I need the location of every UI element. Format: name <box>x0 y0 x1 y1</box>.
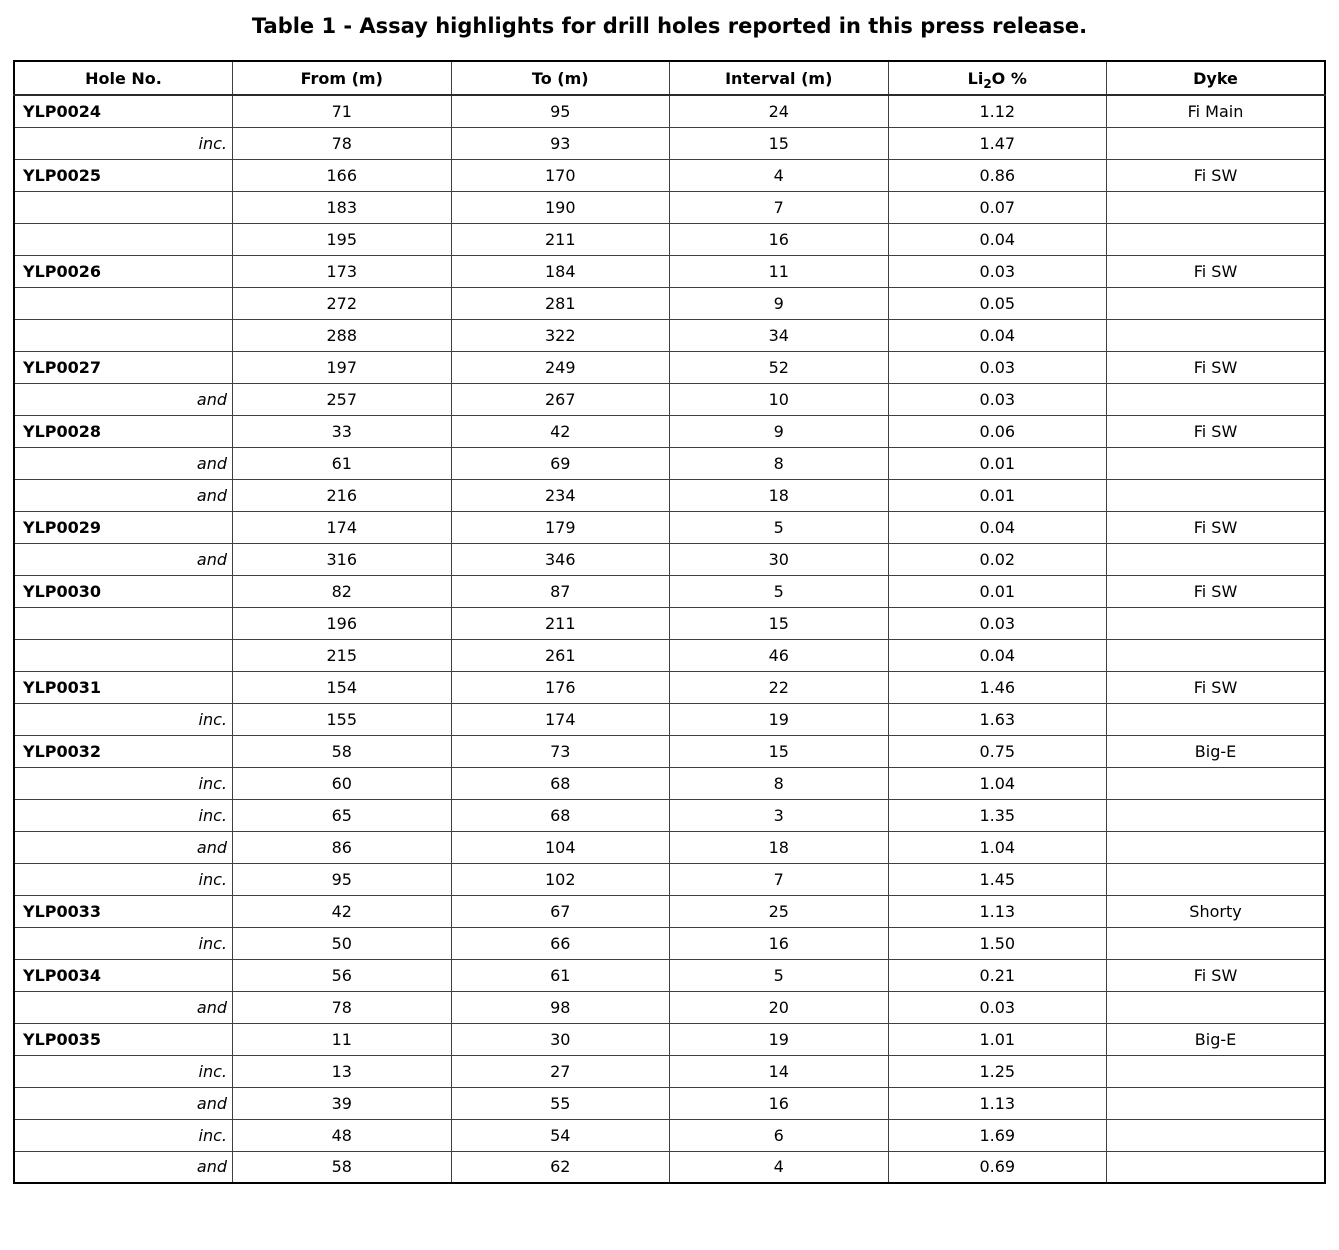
li2o-cell: 1.13 <box>888 1087 1107 1119</box>
to-cell: 67 <box>451 895 670 927</box>
interval-cell: 15 <box>670 735 889 767</box>
table-row <box>14 959 1325 991</box>
li2o-rest: O % <box>991 68 1027 88</box>
to-cell: 55 <box>451 1087 670 1119</box>
interval-cell: 16 <box>670 223 889 255</box>
interval-cell: 3 <box>670 799 889 831</box>
dyke-cell <box>1107 1055 1326 1087</box>
hole-cell: inc. <box>14 863 233 895</box>
dyke-cell <box>1107 607 1326 639</box>
from-cell: 95 <box>233 863 452 895</box>
hole-cell: and <box>14 543 233 575</box>
hole-cell: inc. <box>14 703 233 735</box>
li2o-cell: 1.35 <box>888 799 1107 831</box>
from-cell: 216 <box>233 479 452 511</box>
dyke-cell <box>1107 319 1326 351</box>
interval-cell: 9 <box>670 287 889 319</box>
interval-cell: 22 <box>670 671 889 703</box>
to-cell: 190 <box>451 191 670 223</box>
interval-cell: 10 <box>670 383 889 415</box>
dyke-cell: Fi SW <box>1107 511 1326 543</box>
interval-cell: 7 <box>670 863 889 895</box>
to-cell: 211 <box>451 223 670 255</box>
li2o-cell: 0.69 <box>888 1151 1107 1183</box>
hole-cell: and <box>14 831 233 863</box>
li2o-cell: 0.07 <box>888 191 1107 223</box>
from-cell: 173 <box>233 255 452 287</box>
li2o-cell: 0.03 <box>888 607 1107 639</box>
hole-cell: inc. <box>14 1055 233 1087</box>
dyke-cell <box>1107 447 1326 479</box>
li2o-subscript: 2 <box>983 76 992 91</box>
header-row <box>14 61 1325 95</box>
hole-cell: YLP0028 <box>14 415 233 447</box>
from-cell: 195 <box>233 223 452 255</box>
hole-cell <box>14 287 233 319</box>
to-cell: 87 <box>451 575 670 607</box>
from-cell: 257 <box>233 383 452 415</box>
dyke-cell: Fi SW <box>1107 415 1326 447</box>
hole-cell: and <box>14 479 233 511</box>
li2o-cell: 1.63 <box>888 703 1107 735</box>
dyke-cell <box>1107 767 1326 799</box>
dyke-cell <box>1107 863 1326 895</box>
from-cell: 61 <box>233 447 452 479</box>
hole-cell: inc. <box>14 767 233 799</box>
dyke-cell <box>1107 927 1326 959</box>
hole-cell <box>14 191 233 223</box>
interval-cell: 20 <box>670 991 889 1023</box>
table-row <box>14 575 1325 607</box>
interval-cell: 11 <box>670 255 889 287</box>
to-cell: 66 <box>451 927 670 959</box>
to-cell: 211 <box>451 607 670 639</box>
interval-cell: 9 <box>670 415 889 447</box>
li2o-cell: 0.01 <box>888 447 1107 479</box>
column-header-to: To (m) <box>451 61 670 95</box>
li2o-cell: 1.69 <box>888 1119 1107 1151</box>
from-cell: 56 <box>233 959 452 991</box>
to-cell: 346 <box>451 543 670 575</box>
li2o-cell: 1.13 <box>888 895 1107 927</box>
dyke-cell: Shorty <box>1107 895 1326 927</box>
to-cell: 267 <box>451 383 670 415</box>
interval-cell: 6 <box>670 1119 889 1151</box>
from-cell: 183 <box>233 191 452 223</box>
dyke-cell <box>1107 383 1326 415</box>
from-cell: 174 <box>233 511 452 543</box>
li2o-cell: 0.21 <box>888 959 1107 991</box>
table-row <box>14 991 1325 1023</box>
hole-cell: inc. <box>14 927 233 959</box>
table-row <box>14 639 1325 671</box>
interval-cell: 18 <box>670 831 889 863</box>
dyke-cell <box>1107 703 1326 735</box>
hole-cell: and <box>14 1151 233 1183</box>
li2o-cell: 0.04 <box>888 639 1107 671</box>
dyke-cell: Fi SW <box>1107 255 1326 287</box>
li2o-cell: 1.46 <box>888 671 1107 703</box>
li2o-base: Li <box>967 68 984 88</box>
table-row <box>14 415 1325 447</box>
table-row <box>14 895 1325 927</box>
li2o-cell: 1.04 <box>888 767 1107 799</box>
dyke-cell <box>1107 1151 1326 1183</box>
to-cell: 68 <box>451 799 670 831</box>
from-cell: 316 <box>233 543 452 575</box>
li2o-cell: 1.25 <box>888 1055 1107 1087</box>
dyke-cell: Fi SW <box>1107 351 1326 383</box>
hole-cell: YLP0024 <box>14 95 233 127</box>
page-title: Table 1 - Assay highlights for drill holes reported in this press release. <box>251 14 1088 38</box>
interval-cell: 5 <box>670 511 889 543</box>
table-row <box>14 543 1325 575</box>
from-cell: 82 <box>233 575 452 607</box>
interval-cell: 18 <box>670 479 889 511</box>
interval-cell: 8 <box>670 447 889 479</box>
dyke-cell: Fi SW <box>1107 959 1326 991</box>
hole-cell <box>14 319 233 351</box>
to-cell: 102 <box>451 863 670 895</box>
from-cell: 42 <box>233 895 452 927</box>
interval-cell: 14 <box>670 1055 889 1087</box>
dyke-cell <box>1107 287 1326 319</box>
to-cell: 179 <box>451 511 670 543</box>
interval-cell: 16 <box>670 927 889 959</box>
li2o-cell: 0.03 <box>888 383 1107 415</box>
dyke-cell <box>1107 223 1326 255</box>
li2o-cell: 1.12 <box>888 95 1107 127</box>
dyke-cell <box>1107 1119 1326 1151</box>
li2o-cell: 0.01 <box>888 479 1107 511</box>
table-row <box>14 447 1325 479</box>
from-cell: 60 <box>233 767 452 799</box>
hole-cell: YLP0034 <box>14 959 233 991</box>
assay-table-body <box>14 95 1325 1183</box>
table-row <box>14 607 1325 639</box>
table-row <box>14 1151 1325 1183</box>
dyke-cell <box>1107 127 1326 159</box>
dyke-cell <box>1107 639 1326 671</box>
hole-cell: and <box>14 991 233 1023</box>
interval-cell: 7 <box>670 191 889 223</box>
dyke-cell <box>1107 799 1326 831</box>
hole-cell <box>14 639 233 671</box>
to-cell: 322 <box>451 319 670 351</box>
from-cell: 288 <box>233 319 452 351</box>
dyke-cell <box>1107 479 1326 511</box>
interval-cell: 15 <box>670 607 889 639</box>
li2o-cell: 0.02 <box>888 543 1107 575</box>
li2o-cell: 0.86 <box>888 159 1107 191</box>
hole-cell <box>14 223 233 255</box>
li2o-cell: 0.05 <box>888 287 1107 319</box>
hole-cell: and <box>14 447 233 479</box>
to-cell: 234 <box>451 479 670 511</box>
dyke-cell <box>1107 191 1326 223</box>
from-cell: 13 <box>233 1055 452 1087</box>
interval-cell: 16 <box>670 1087 889 1119</box>
column-header-from: From (m) <box>233 61 452 95</box>
hole-cell: YLP0031 <box>14 671 233 703</box>
to-cell: 170 <box>451 159 670 191</box>
dyke-cell <box>1107 991 1326 1023</box>
hole-cell: and <box>14 1087 233 1119</box>
from-cell: 39 <box>233 1087 452 1119</box>
table-row <box>14 1055 1325 1087</box>
column-header-li2o <box>888 61 1107 95</box>
from-cell: 196 <box>233 607 452 639</box>
table-row <box>14 255 1325 287</box>
to-cell: 261 <box>451 639 670 671</box>
dyke-cell: Fi SW <box>1107 671 1326 703</box>
hole-cell: YLP0029 <box>14 511 233 543</box>
table-row <box>14 511 1325 543</box>
to-cell: 68 <box>451 767 670 799</box>
hole-cell: YLP0027 <box>14 351 233 383</box>
from-cell: 272 <box>233 287 452 319</box>
table-row <box>14 287 1325 319</box>
table-row <box>14 1023 1325 1055</box>
interval-cell: 24 <box>670 95 889 127</box>
from-cell: 197 <box>233 351 452 383</box>
hole-cell: YLP0030 <box>14 575 233 607</box>
to-cell: 93 <box>451 127 670 159</box>
from-cell: 215 <box>233 639 452 671</box>
table-row <box>14 159 1325 191</box>
li2o-cell: 1.01 <box>888 1023 1107 1055</box>
table-row <box>14 735 1325 767</box>
dyke-cell: Fi SW <box>1107 159 1326 191</box>
to-cell: 30 <box>451 1023 670 1055</box>
table-row <box>14 799 1325 831</box>
interval-cell: 19 <box>670 703 889 735</box>
table-row <box>14 95 1325 127</box>
to-cell: 104 <box>451 831 670 863</box>
dyke-cell <box>1107 1087 1326 1119</box>
interval-cell: 30 <box>670 543 889 575</box>
dyke-cell: Fi Main <box>1107 95 1326 127</box>
dyke-cell: Big-E <box>1107 735 1326 767</box>
from-cell: 48 <box>233 1119 452 1151</box>
interval-cell: 4 <box>670 159 889 191</box>
from-cell: 71 <box>233 95 452 127</box>
li2o-cell: 0.03 <box>888 351 1107 383</box>
from-cell: 11 <box>233 1023 452 1055</box>
hole-cell <box>14 607 233 639</box>
li2o-cell: 0.04 <box>888 319 1107 351</box>
to-cell: 184 <box>451 255 670 287</box>
table-row <box>14 927 1325 959</box>
interval-cell: 34 <box>670 319 889 351</box>
table-row <box>14 383 1325 415</box>
hole-cell: YLP0033 <box>14 895 233 927</box>
from-cell: 86 <box>233 831 452 863</box>
to-cell: 62 <box>451 1151 670 1183</box>
assay-table-header <box>14 61 1325 95</box>
table-row <box>14 223 1325 255</box>
table-row <box>14 1119 1325 1151</box>
to-cell: 95 <box>451 95 670 127</box>
li2o-cell: 1.45 <box>888 863 1107 895</box>
dyke-cell: Big-E <box>1107 1023 1326 1055</box>
table-row <box>14 1087 1325 1119</box>
from-cell: 58 <box>233 735 452 767</box>
interval-cell: 52 <box>670 351 889 383</box>
table-row <box>14 703 1325 735</box>
li2o-cell: 0.04 <box>888 223 1107 255</box>
hole-cell: inc. <box>14 1119 233 1151</box>
interval-cell: 5 <box>670 959 889 991</box>
hole-cell: inc. <box>14 799 233 831</box>
li2o-cell: 1.04 <box>888 831 1107 863</box>
to-cell: 69 <box>451 447 670 479</box>
li2o-cell: 0.03 <box>888 255 1107 287</box>
interval-cell: 25 <box>670 895 889 927</box>
table-row <box>14 831 1325 863</box>
li2o-cell: 1.47 <box>888 127 1107 159</box>
li2o-cell: 0.06 <box>888 415 1107 447</box>
table-row <box>14 863 1325 895</box>
li2o-cell: 1.50 <box>888 927 1107 959</box>
interval-cell: 4 <box>670 1151 889 1183</box>
from-cell: 58 <box>233 1151 452 1183</box>
column-header-hole-no: Hole No. <box>14 61 233 95</box>
hole-cell: YLP0025 <box>14 159 233 191</box>
dyke-cell <box>1107 543 1326 575</box>
to-cell: 54 <box>451 1119 670 1151</box>
to-cell: 98 <box>451 991 670 1023</box>
to-cell: 73 <box>451 735 670 767</box>
hole-cell: YLP0026 <box>14 255 233 287</box>
to-cell: 249 <box>451 351 670 383</box>
to-cell: 281 <box>451 287 670 319</box>
from-cell: 78 <box>233 991 452 1023</box>
hole-cell: YLP0032 <box>14 735 233 767</box>
table-row <box>14 191 1325 223</box>
interval-cell: 19 <box>670 1023 889 1055</box>
table-row <box>14 479 1325 511</box>
li2o-cell: 0.01 <box>888 575 1107 607</box>
to-cell: 174 <box>451 703 670 735</box>
li2o-cell: 0.75 <box>888 735 1107 767</box>
dyke-cell <box>1107 831 1326 863</box>
table-row <box>14 127 1325 159</box>
from-cell: 166 <box>233 159 452 191</box>
table-row <box>14 351 1325 383</box>
interval-cell: 46 <box>670 639 889 671</box>
column-header-dyke: Dyke <box>1107 61 1326 95</box>
to-cell: 42 <box>451 415 670 447</box>
from-cell: 78 <box>233 127 452 159</box>
li2o-cell: 0.04 <box>888 511 1107 543</box>
column-header-interval: Interval (m) <box>670 61 889 95</box>
from-cell: 50 <box>233 927 452 959</box>
dyke-cell: Fi SW <box>1107 575 1326 607</box>
from-cell: 65 <box>233 799 452 831</box>
table-row <box>14 671 1325 703</box>
to-cell: 27 <box>451 1055 670 1087</box>
to-cell: 176 <box>451 671 670 703</box>
to-cell: 61 <box>451 959 670 991</box>
from-cell: 154 <box>233 671 452 703</box>
interval-cell: 5 <box>670 575 889 607</box>
assay-table <box>13 60 1326 1184</box>
hole-cell: YLP0035 <box>14 1023 233 1055</box>
from-cell: 155 <box>233 703 452 735</box>
hole-cell: inc. <box>14 127 233 159</box>
li2o-cell: 0.03 <box>888 991 1107 1023</box>
interval-cell: 15 <box>670 127 889 159</box>
interval-cell: 8 <box>670 767 889 799</box>
hole-cell: and <box>14 383 233 415</box>
table-row <box>14 767 1325 799</box>
table-row <box>14 319 1325 351</box>
from-cell: 33 <box>233 415 452 447</box>
